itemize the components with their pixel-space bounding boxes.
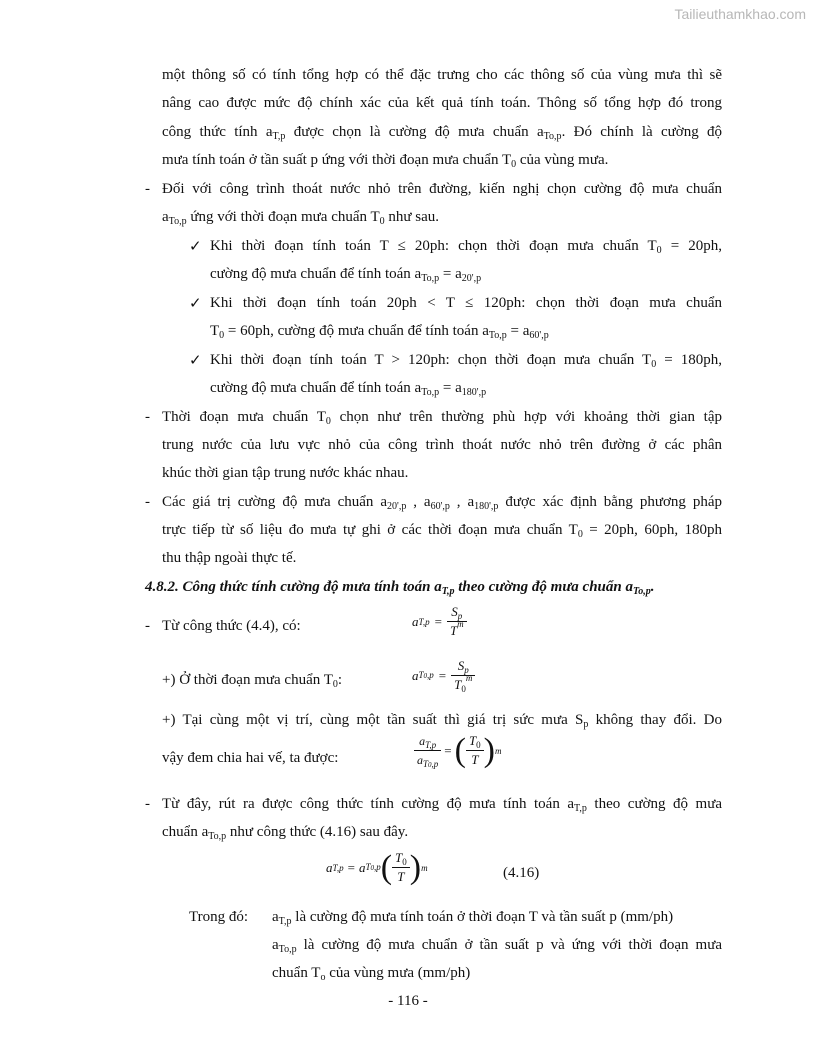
paragraph-line: nâng cao được mức độ chính xác của kết quả tính toán. Thông số tổng hợp đó trong bbox=[162, 95, 722, 111]
paragraph-line: một thông số có tính tổng hợp có thể đặc trưng cho các thông số của vùng mưa thì sẽ bbox=[162, 67, 722, 83]
bullet-line: chuẩn $a_{To,p}$ như công thức (4.16) sau đây. bbox=[162, 824, 409, 842]
section-heading: 4.8.2. Công thức tính cường độ mưa tính toán $a_{T,p}$ theo cường độ mưa chuẩn $a_{To,p}$. bbox=[145, 579, 655, 597]
derivation-line: vậy đem chia hai vế, ta được: bbox=[162, 750, 339, 766]
check-icon: ✓ bbox=[189, 294, 202, 312]
bullet-line: trung nước của lưu vực nhỏ của công trình thoát nước nhỏ trên đường ở các phân bbox=[162, 437, 722, 453]
check-line: $T_0 = 60ph$, cường độ mưa chuẩn để tính toán $a_{To,p} = a_{60',p}$ bbox=[210, 323, 549, 341]
bullet-dash: - bbox=[145, 409, 150, 425]
check-line: Khi thời đoạn tính toán T > 120ph: chọn thời đoạn mưa chuẩn $T_0 = 180ph$, bbox=[210, 352, 722, 370]
bullet-line: Đối với công trình thoát nước nhỏ trên đường, kiến nghị chọn cường độ mưa chuẩn bbox=[162, 181, 722, 197]
check-icon: ✓ bbox=[189, 351, 202, 369]
equation-4-16: a T,p = a T0,p ( $\frac{T_0}{T}$ ) m bbox=[326, 848, 428, 886]
check-line: Khi thời đoạn tính toán T ≤ 20ph: chọn thời đoạn mưa chuẩn $T_0 = 20ph$, bbox=[210, 238, 722, 256]
definition-line: chuẩn $T_o$ của vùng mưa (mm/ph) bbox=[272, 965, 471, 983]
definition-line: $a_{T,p}$ là cường độ mưa tính toán ở thời đoạn T và tần suất p (mm/ph) bbox=[272, 909, 674, 927]
bullet-line: Thời đoạn mưa chuẩn $T_0$ chọn như trên thường phù hợp với khoảng thời gian tập bbox=[162, 409, 722, 427]
where-label: Trong đó: bbox=[189, 909, 249, 925]
equation-ratio: $\frac{a_{T,p}}{a_{T0,p}}$ = ( $\frac{T_0}{T}$ ) m bbox=[414, 732, 502, 769]
equation-standard-duration: a T0,p = $\frac{S_p}{T_0^m}$ bbox=[412, 657, 475, 694]
check-line: cường độ mưa chuẩn để tính toán $a_{To,p} = a_{180',p}$ bbox=[210, 380, 487, 398]
check-line: Khi thời đoạn tính toán 20ph < T ≤ 120ph: chọn thời đoạn mưa chuẩn bbox=[210, 295, 722, 311]
bullet-dash: - bbox=[145, 796, 150, 812]
paragraph-line: mưa tính toán ở tần suất p ứng với thời đoạn mưa chuẩn $T_0$ của vùng mưa. bbox=[162, 152, 609, 170]
paragraph-line: công thức tính $a_{T,p}$ được chọn là cường độ mưa chuẩn $a_{To,p}$. Đó chính là cường độ bbox=[162, 124, 723, 142]
bullet-dash: - bbox=[145, 494, 150, 510]
bullet-line: Các giá trị cường độ mưa chuẩn $a_{20',p}$ , $a_{60',p}$ , $a_{180',p}$ được xác định bằng phương pháp bbox=[162, 494, 722, 512]
bullet-line: khúc thời gian tập trung nước khác nhau. bbox=[162, 465, 409, 481]
bullet-dash: - bbox=[145, 618, 150, 634]
watermark: Tailieuthamkhao.com bbox=[674, 6, 806, 22]
bullet-line: thu thập ngoài thực tế. bbox=[162, 550, 297, 566]
check-line: cường độ mưa chuẩn để tính toán $a_{To,p} = a_{20',p}$ bbox=[210, 266, 482, 284]
derivation-line: Từ công thức (4.4), có: bbox=[162, 618, 301, 634]
bullet-dash: - bbox=[145, 181, 150, 197]
equation-4-4: a T,p = $\frac{S_p}{T^m}$ bbox=[412, 603, 467, 640]
definition-line: $a_{To,p}$ là cường độ mưa chuẩn ở tần suất p và ứng với thời đoạn mưa bbox=[272, 937, 722, 955]
bullet-line: Từ đây, rút ra được công thức tính cường độ mưa tính toán $a_{T,p}$ theo cường độ mưa bbox=[162, 796, 723, 814]
equation-number: (4.16) bbox=[503, 865, 540, 881]
derivation-line: +) Tại cùng một vị trí, cùng một tần suất thì giá trị sức mưa $S_p$ không thay đổi. Do bbox=[162, 712, 722, 730]
page-number: - 116 - bbox=[388, 993, 428, 1009]
bullet-line: trực tiếp từ số liệu đo mưa tự ghi ở các thời đoạn mưa chuẩn $T_0 = 20ph$, 60ph, 180ph bbox=[162, 522, 722, 540]
check-icon: ✓ bbox=[189, 237, 202, 255]
bullet-line: $a_{To,p}$ ứng với thời đoạn mưa chuẩn $T_0$ như sau. bbox=[162, 209, 440, 227]
derivation-line: +) Ở thời đoạn mưa chuẩn $T_0$: bbox=[162, 672, 343, 690]
